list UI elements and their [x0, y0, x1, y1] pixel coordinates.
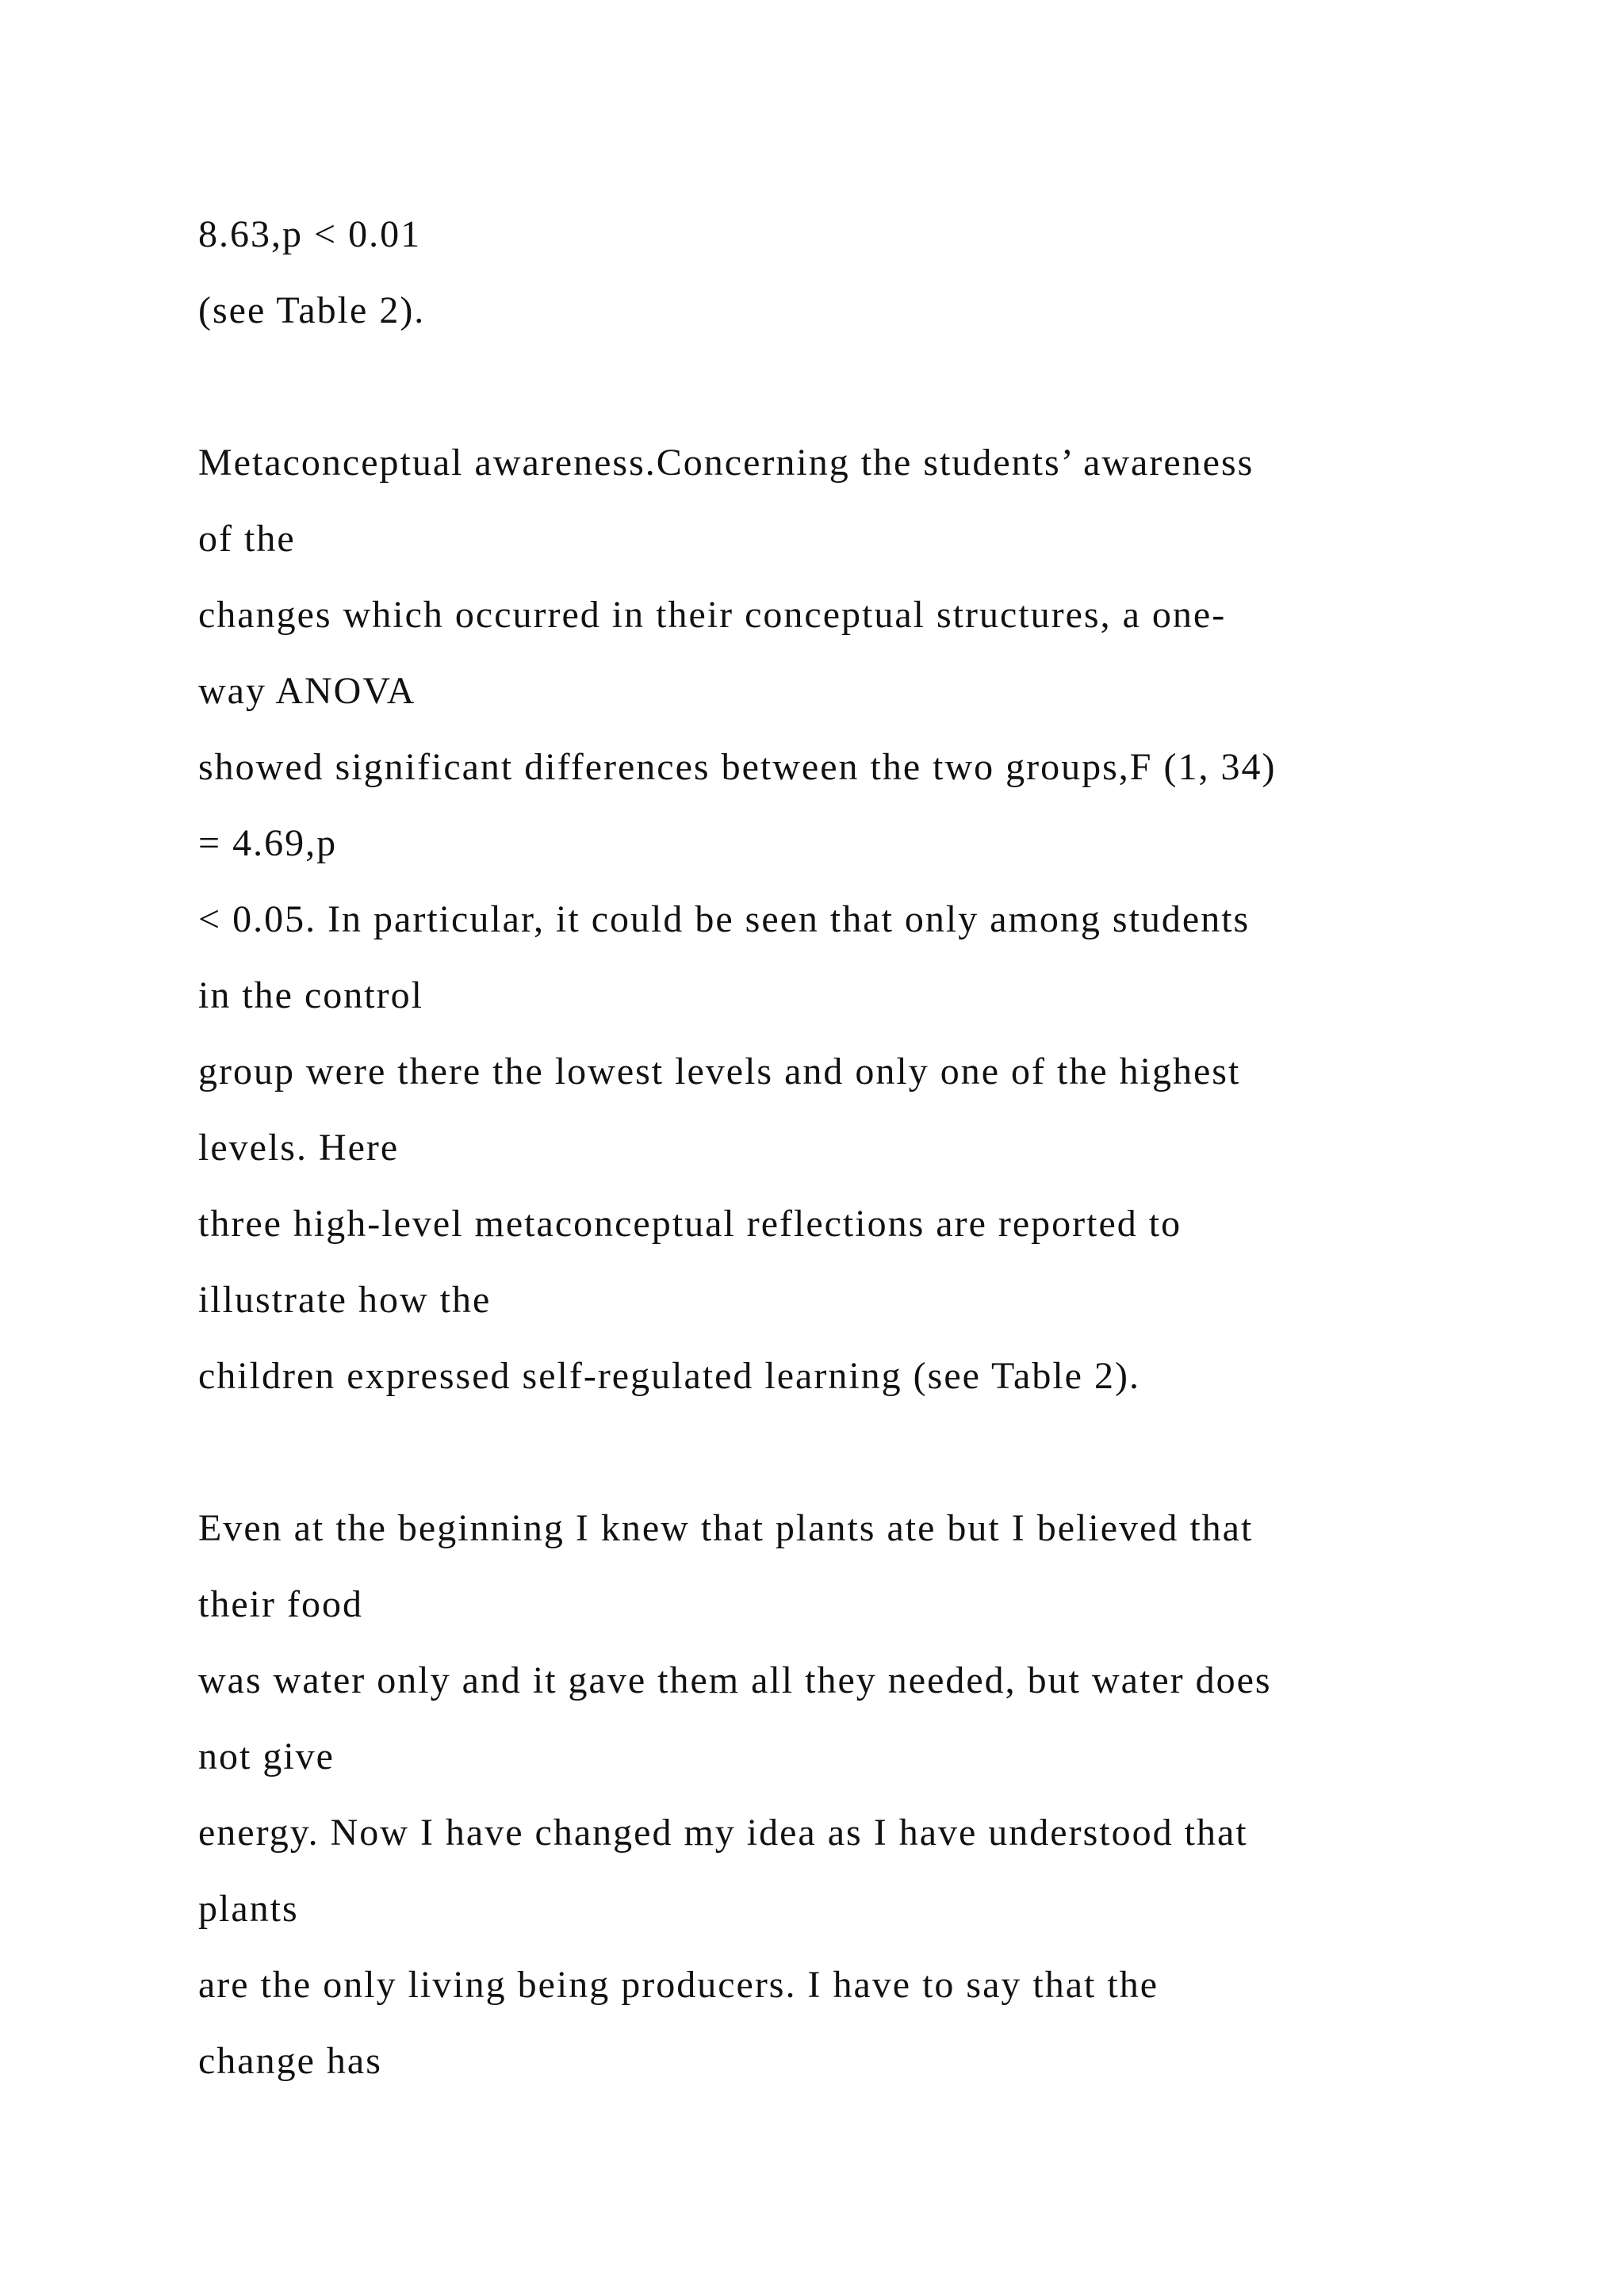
paragraph-break	[198, 1414, 1594, 1490]
text-line: 8.63,p < 0.01	[198, 213, 422, 255]
text-line: = 4.69,p	[198, 822, 338, 864]
text-line: (see Table 2).	[198, 289, 426, 331]
text-line: showed significant differences between the two groups,F (1, 34)	[198, 746, 1277, 788]
text-line: levels. Here	[198, 1127, 400, 1169]
text-line: changes which occurred in their conceptual structures, a one-	[198, 594, 1227, 636]
paragraph-break	[198, 349, 1594, 425]
text-line: of the	[198, 518, 296, 560]
text-line: change has	[198, 2040, 382, 2082]
text-line: children expressed self-regulated learning (see Table 2).	[198, 1355, 1140, 1397]
text-line: energy. Now I have changed my idea as I have understood that	[198, 1812, 1248, 1854]
text-line: way ANOVA	[198, 670, 416, 712]
body-text	[198, 197, 1594, 2099]
text-line: was water only and it gave them all they needed, but water does	[198, 1659, 1272, 1701]
text-line: < 0.05. In particular, it could be seen that only among students	[198, 898, 1251, 940]
text-line: Even at the beginning I knew that plants ate but I believed that	[198, 1507, 1254, 1549]
text-line: their food	[198, 1583, 363, 1625]
text-line: group were there the lowest levels and only one of the highest	[198, 1050, 1241, 1093]
text-line: in the control	[198, 974, 423, 1016]
text-line: three high-level metaconceptual reflections are reported to	[198, 1203, 1182, 1245]
text-line: plants	[198, 1888, 299, 1930]
text-line: not give	[198, 1735, 335, 1777]
text-line: Metaconceptual awareness.Concerning the students’ awareness	[198, 442, 1254, 484]
text-line: illustrate how the	[198, 1279, 492, 1321]
text-line: are the only living being producers. I have to say that the	[198, 1964, 1159, 2006]
